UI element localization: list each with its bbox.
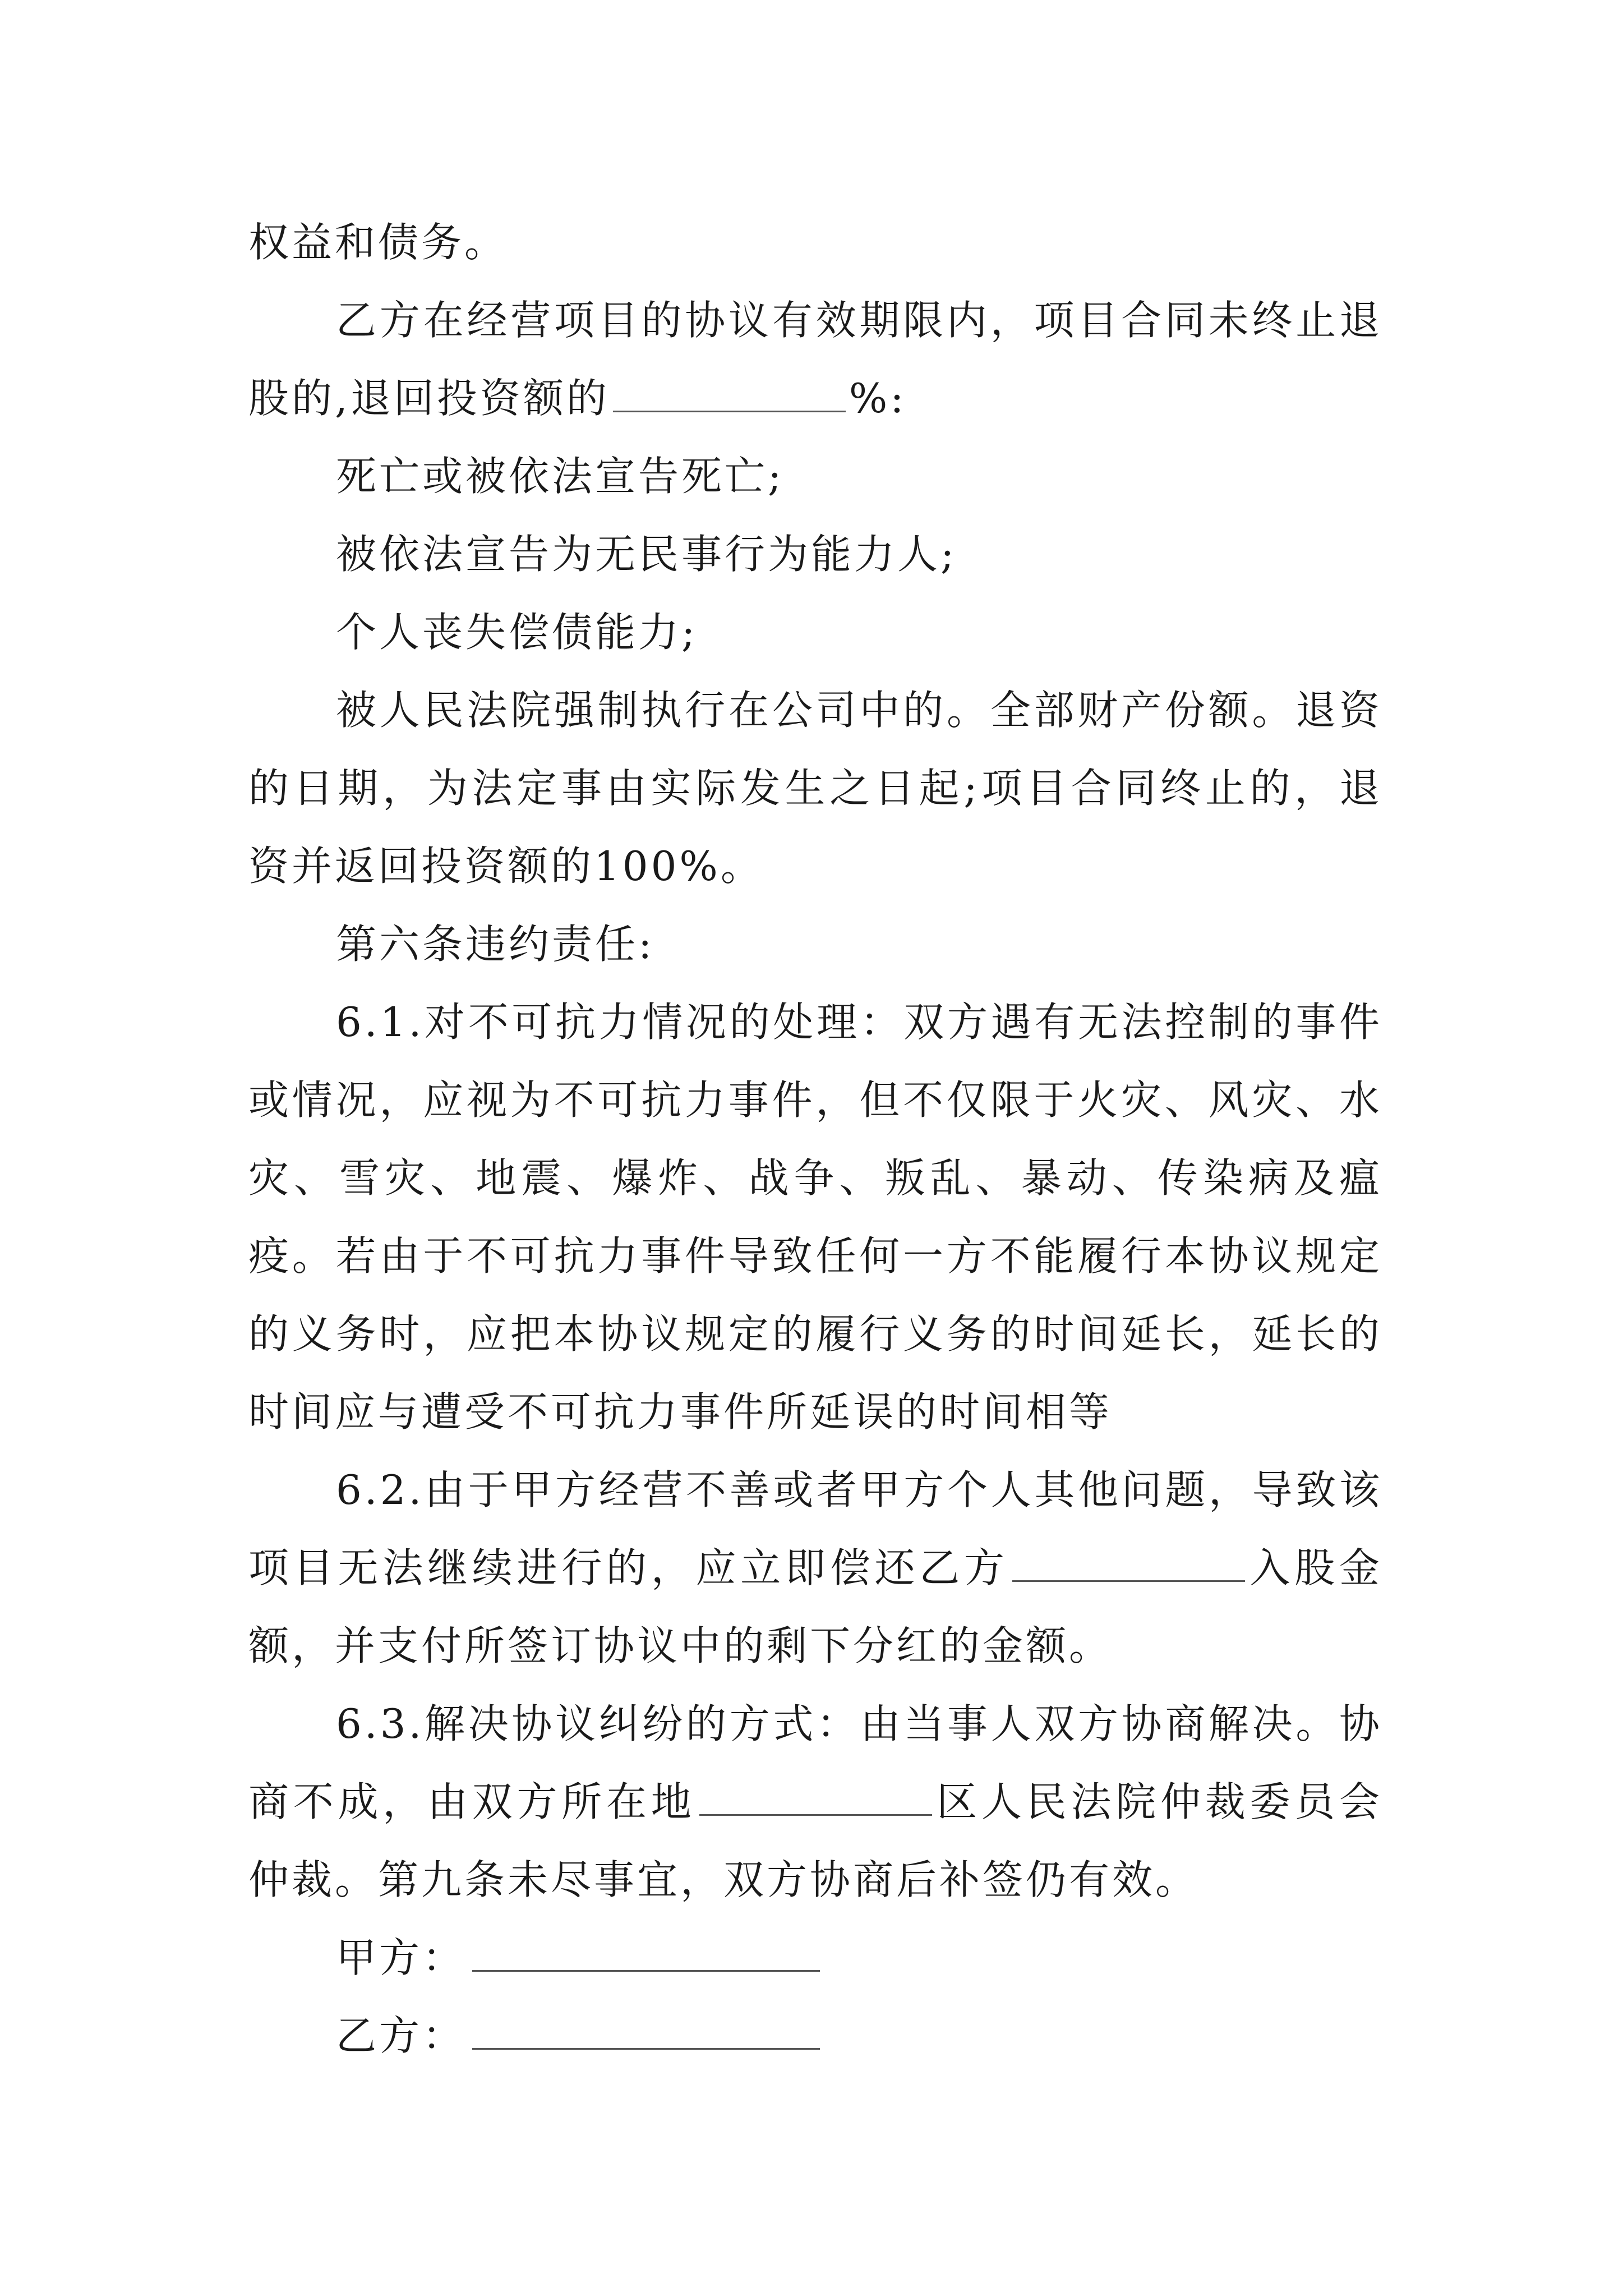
clause-6-2-text: 6.2.由于甲方经营不善或者甲方个人其他问题，导致该项目无法继续进行的，应立即偿还乙方	[248, 1466, 1382, 1591]
paragraph-rights: 权益和债务。	[248, 219, 508, 266]
party-a-signature	[248, 1919, 1382, 1997]
article-six-heading: 第六条违约责任:	[336, 921, 655, 968]
clause-6-3	[248, 1685, 1382, 1919]
paragraph-insolvency: 个人丧失偿债能力;	[336, 609, 698, 656]
paragraph-incapacity: 被依法宣告为无民事行为能力人;	[336, 531, 957, 578]
party-b-label: 乙方：	[336, 2012, 466, 2059]
clause-6-1: 6.1.对不可抗力情况的处理：双方遇有无法控制的事件或情况，应视为不可抗力事件，但不仅限于火灾、风灾、水灾、雪灾、地震、爆炸、战争、叛乱、暴动、传染病及瘟疫。若由于不可抗力事件导致任何一方不能履行本协议规定的义务时，应把本协议规定的履行义务的时间延长，延长的时间应与遭受不可抗力事件所延误的时间相等	[248, 999, 1382, 1435]
withdrawal-text: 乙方在经营项目的协议有效期限内，项目合同未终止退股的,退回投资额的	[248, 297, 1382, 422]
repayment-amount-blank[interactable]	[1012, 1547, 1245, 1582]
district-blank[interactable]	[699, 1780, 932, 1816]
paragraph-death: 死亡或被依法宣告死亡;	[336, 453, 785, 500]
clause-6-2	[248, 1451, 1382, 1685]
clause-6-2-tail: 入股金额，并支付所签订协议中的剩下分红的金额。	[248, 1544, 1382, 1669]
party-a-signature-blank[interactable]	[472, 1936, 820, 1972]
party-b-signature-blank[interactable]	[472, 2014, 820, 2050]
paragraph-withdrawal	[248, 282, 1382, 438]
party-a-label: 甲方：	[336, 1934, 466, 1981]
clause-6-3-text: 6.3.解决协议纠纷的方式：由当事人双方协商解决。协商不成，由双方所在地	[248, 1700, 1382, 1825]
paragraph-enforcement: 被人民法院强制执行在公司中的。全部财产份额。退资的日期，为法定事由实际发生之日起;项目合同终止的，退资并返回投资额的100%。	[248, 687, 1382, 890]
document-body	[248, 204, 1382, 2075]
party-b-signature	[248, 1997, 1382, 2075]
withdrawal-percent-sign: %:	[849, 375, 907, 422]
refund-percent-blank[interactable]	[613, 377, 846, 412]
clause-6-3-tail: 区人民法院仲裁委员会仲裁。第九条未尽事宜，双方协商后补签仍有效。	[248, 1778, 1382, 1903]
